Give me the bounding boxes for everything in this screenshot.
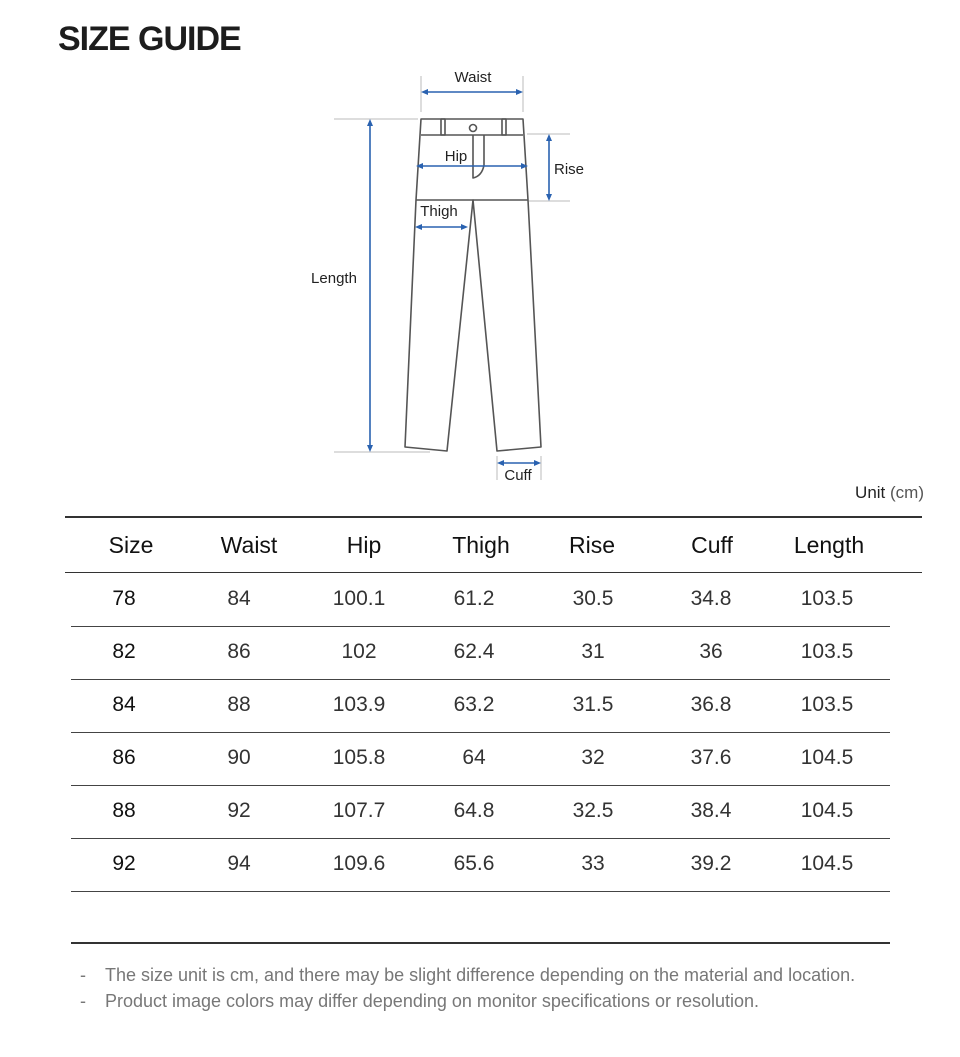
- row-divider: [71, 838, 890, 839]
- table-cell-rise: 33: [581, 852, 605, 875]
- table-cell-hip: 105.8: [332, 746, 386, 769]
- table-cell-cuff: 38.4: [690, 799, 732, 822]
- thigh-label: Thigh: [420, 203, 458, 220]
- size-cell: 88: [112, 799, 136, 822]
- note-text: The size unit is cm, and there may be slight difference depending on the material and location.: [105, 965, 856, 985]
- table-cell-rise: 32: [581, 746, 605, 769]
- note-bullet: -: [80, 965, 86, 985]
- table-cell-waist: 84: [227, 587, 251, 610]
- table-cell-length: 104.5: [800, 799, 854, 822]
- cuff-label: Cuff: [504, 467, 532, 484]
- pants-outline: [405, 119, 541, 451]
- size-cell: 82: [112, 640, 136, 663]
- table-cell-rise: 32.5: [572, 799, 614, 822]
- table-cell-hip: 103.9: [332, 693, 386, 716]
- table-cell-hip: 100.1: [332, 587, 386, 610]
- table-cell-waist: 90: [227, 746, 251, 769]
- table-cell-length: 103.5: [800, 693, 854, 716]
- table-cell-rise: 31.5: [572, 693, 614, 716]
- row-divider: [71, 891, 890, 892]
- length-label: Length: [311, 270, 357, 287]
- size-cell: 78: [112, 587, 136, 610]
- waist-label: Waist: [454, 69, 492, 86]
- table-cell-length: 103.5: [800, 587, 854, 610]
- page-title: SIZE GUIDE: [58, 20, 241, 58]
- column-header-length: Length: [793, 532, 865, 558]
- table-top-rule: [65, 516, 922, 518]
- table-cell-cuff: 36.8: [690, 693, 732, 716]
- table-cell-cuff: 39.2: [690, 852, 732, 875]
- pants-measurement-diagram: [0, 0, 960, 510]
- table-bottom-rule: [71, 942, 890, 944]
- unit-value: (cm): [890, 483, 924, 502]
- column-header-hip: Hip: [346, 532, 382, 558]
- table-cell-thigh: 64.8: [453, 799, 495, 822]
- note-item: [80, 991, 855, 1017]
- column-header-rise: Rise: [568, 532, 615, 558]
- notes: [80, 965, 855, 1017]
- column-header-cuff: Cuff: [691, 532, 733, 558]
- row-divider: [71, 679, 890, 680]
- table-cell-thigh: 65.6: [453, 852, 495, 875]
- table-cell-cuff: 34.8: [690, 587, 732, 610]
- table-cell-cuff: 36: [699, 640, 723, 663]
- column-header-thigh: Thigh: [452, 532, 510, 558]
- table-cell-hip: 102: [341, 640, 377, 663]
- hip-label: Hip: [444, 148, 468, 165]
- note-text: Product image colors may differ depending on monitor specifications or resolution.: [105, 991, 760, 1011]
- column-header-size: Size: [108, 532, 154, 558]
- table-cell-thigh: 62.4: [453, 640, 495, 663]
- table-cell-hip: 107.7: [332, 799, 386, 822]
- table-cell-waist: 94: [227, 852, 251, 875]
- table-cell-waist: 88: [227, 693, 251, 716]
- row-divider: [71, 785, 890, 786]
- table-cell-cuff: 37.6: [690, 746, 732, 769]
- table-cell-thigh: 61.2: [453, 587, 495, 610]
- unit-text: Unit: [855, 483, 886, 502]
- table-cell-waist: 92: [227, 799, 251, 822]
- row-divider: [71, 626, 890, 627]
- table-cell-length: 104.5: [800, 746, 854, 769]
- note-bullet: -: [80, 991, 86, 1011]
- rise-label: Rise: [554, 161, 585, 178]
- table-cell-thigh: 64: [462, 746, 486, 769]
- size-cell: 92: [112, 852, 136, 875]
- table-cell-waist: 86: [227, 640, 251, 663]
- size-cell: 84: [112, 693, 136, 716]
- column-header-waist: Waist: [220, 532, 278, 558]
- table-cell-length: 104.5: [800, 852, 854, 875]
- table-cell-rise: 31: [581, 640, 605, 663]
- table-cell-length: 103.5: [800, 640, 854, 663]
- note-item: [80, 965, 855, 991]
- size-cell: 86: [112, 746, 136, 769]
- table-cell-hip: 109.6: [332, 852, 386, 875]
- unit-label: [855, 483, 924, 503]
- table-cell-rise: 30.5: [572, 587, 614, 610]
- table-header-rule: [65, 572, 922, 573]
- row-divider: [71, 732, 890, 733]
- table-cell-thigh: 63.2: [453, 693, 495, 716]
